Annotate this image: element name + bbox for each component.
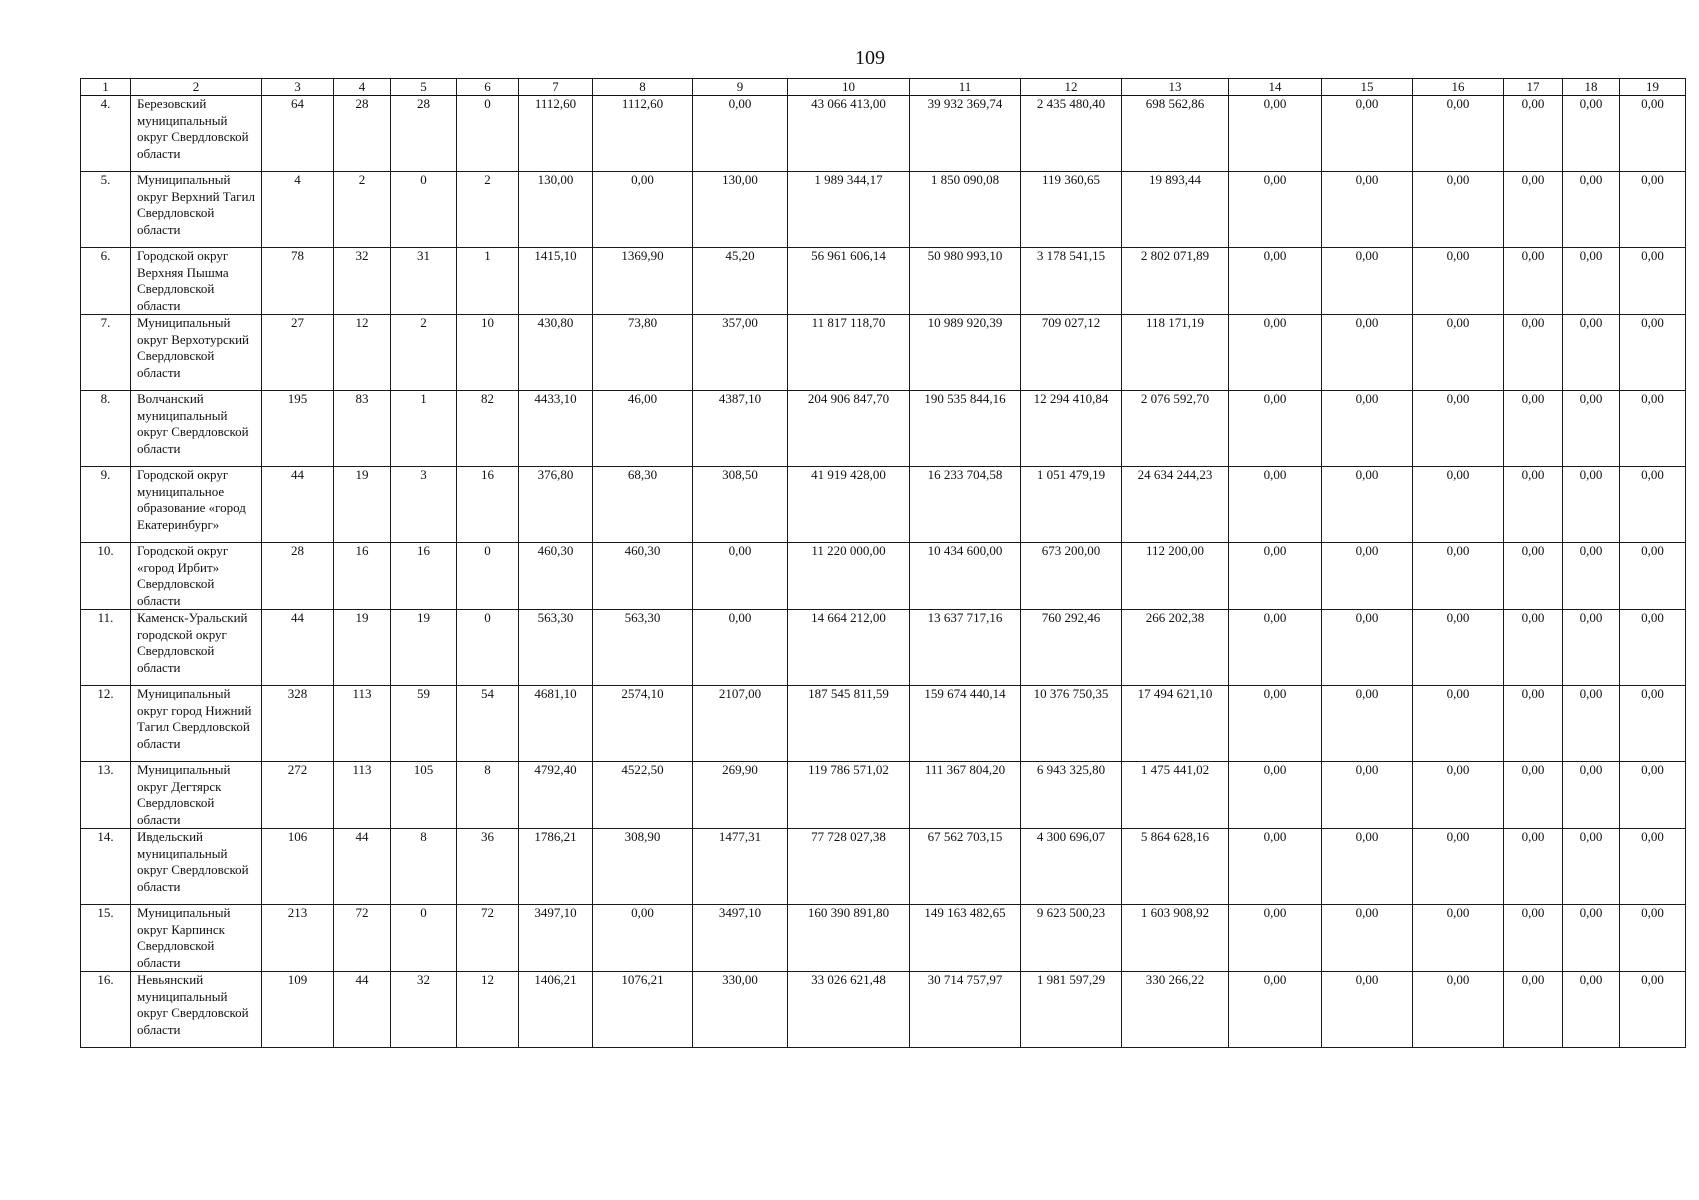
value-cell-col-3: 272 bbox=[262, 762, 334, 829]
value-cell-col-18: 0,00 bbox=[1563, 172, 1620, 248]
value-cell-col-11: 159 674 440,14 bbox=[910, 686, 1021, 762]
row-number-cell: 6. bbox=[81, 248, 131, 315]
value-cell-col-14: 0,00 bbox=[1229, 96, 1322, 172]
column-header-4: 4 bbox=[334, 79, 391, 96]
value-cell-col-8: 1112,60 bbox=[593, 96, 693, 172]
value-cell-col-11: 190 535 844,16 bbox=[910, 391, 1021, 467]
value-cell-col-8: 46,00 bbox=[593, 391, 693, 467]
value-cell-col-19: 0,00 bbox=[1620, 972, 1686, 1048]
column-header-8: 8 bbox=[593, 79, 693, 96]
column-header-12: 12 bbox=[1021, 79, 1122, 96]
value-cell-col-12: 673 200,00 bbox=[1021, 543, 1122, 610]
value-cell-col-13: 2 076 592,70 bbox=[1122, 391, 1229, 467]
value-cell-col-16: 0,00 bbox=[1413, 829, 1504, 905]
value-cell-col-7: 1786,21 bbox=[519, 829, 593, 905]
municipality-name-cell: Муниципальный округ Верхний Тагил Свердловской области bbox=[131, 172, 262, 248]
municipality-name-cell: Городской округ муниципальное образование «город Екатеринбург» bbox=[131, 467, 262, 543]
value-cell-col-7: 1406,21 bbox=[519, 972, 593, 1048]
value-cell-col-19: 0,00 bbox=[1620, 543, 1686, 610]
value-cell-col-4: 2 bbox=[334, 172, 391, 248]
value-cell-col-3: 28 bbox=[262, 543, 334, 610]
value-cell-col-12: 4 300 696,07 bbox=[1021, 829, 1122, 905]
value-cell-col-12: 9 623 500,23 bbox=[1021, 905, 1122, 972]
row-number-cell: 8. bbox=[81, 391, 131, 467]
municipality-name-cell: Муниципальный округ Карпинск Свердловской области bbox=[131, 905, 262, 972]
value-cell-col-10: 43 066 413,00 bbox=[788, 96, 910, 172]
value-cell-col-5: 0 bbox=[391, 905, 457, 972]
value-cell-col-19: 0,00 bbox=[1620, 905, 1686, 972]
value-cell-col-15: 0,00 bbox=[1322, 543, 1413, 610]
value-cell-col-4: 19 bbox=[334, 610, 391, 686]
column-header-19: 19 bbox=[1620, 79, 1686, 96]
municipality-name-cell: Муниципальный округ Дегтярск Свердловской области bbox=[131, 762, 262, 829]
value-cell-col-13: 17 494 621,10 bbox=[1122, 686, 1229, 762]
value-cell-col-15: 0,00 bbox=[1322, 610, 1413, 686]
value-cell-col-12: 709 027,12 bbox=[1021, 315, 1122, 391]
value-cell-col-10: 77 728 027,38 bbox=[788, 829, 910, 905]
value-cell-col-10: 41 919 428,00 bbox=[788, 467, 910, 543]
value-cell-col-18: 0,00 bbox=[1563, 905, 1620, 972]
value-cell-col-10: 11 817 118,70 bbox=[788, 315, 910, 391]
value-cell-col-12: 2 435 480,40 bbox=[1021, 96, 1122, 172]
value-cell-col-14: 0,00 bbox=[1229, 467, 1322, 543]
column-header-14: 14 bbox=[1229, 79, 1322, 96]
value-cell-col-10: 14 664 212,00 bbox=[788, 610, 910, 686]
value-cell-col-16: 0,00 bbox=[1413, 467, 1504, 543]
value-cell-col-14: 0,00 bbox=[1229, 248, 1322, 315]
value-cell-col-8: 73,80 bbox=[593, 315, 693, 391]
value-cell-col-13: 698 562,86 bbox=[1122, 96, 1229, 172]
value-cell-col-19: 0,00 bbox=[1620, 610, 1686, 686]
value-cell-col-8: 4522,50 bbox=[593, 762, 693, 829]
value-cell-col-10: 33 026 621,48 bbox=[788, 972, 910, 1048]
value-cell-col-11: 111 367 804,20 bbox=[910, 762, 1021, 829]
value-cell-col-15: 0,00 bbox=[1322, 972, 1413, 1048]
value-cell-col-9: 45,20 bbox=[693, 248, 788, 315]
value-cell-col-13: 1 475 441,02 bbox=[1122, 762, 1229, 829]
table-row bbox=[81, 972, 1686, 1048]
value-cell-col-5: 28 bbox=[391, 96, 457, 172]
column-header-18: 18 bbox=[1563, 79, 1620, 96]
value-cell-col-14: 0,00 bbox=[1229, 543, 1322, 610]
value-cell-col-12: 760 292,46 bbox=[1021, 610, 1122, 686]
value-cell-col-16: 0,00 bbox=[1413, 905, 1504, 972]
value-cell-col-12: 119 360,65 bbox=[1021, 172, 1122, 248]
value-cell-col-7: 3497,10 bbox=[519, 905, 593, 972]
value-cell-col-16: 0,00 bbox=[1413, 172, 1504, 248]
value-cell-col-5: 0 bbox=[391, 172, 457, 248]
value-cell-col-9: 1477,31 bbox=[693, 829, 788, 905]
table-row bbox=[81, 543, 1686, 610]
value-cell-col-13: 112 200,00 bbox=[1122, 543, 1229, 610]
value-cell-col-17: 0,00 bbox=[1504, 762, 1563, 829]
value-cell-col-5: 32 bbox=[391, 972, 457, 1048]
value-cell-col-18: 0,00 bbox=[1563, 467, 1620, 543]
value-cell-col-17: 0,00 bbox=[1504, 172, 1563, 248]
value-cell-col-9: 4387,10 bbox=[693, 391, 788, 467]
value-cell-col-3: 213 bbox=[262, 905, 334, 972]
value-cell-col-3: 106 bbox=[262, 829, 334, 905]
value-cell-col-5: 2 bbox=[391, 315, 457, 391]
value-cell-col-11: 13 637 717,16 bbox=[910, 610, 1021, 686]
value-cell-col-18: 0,00 bbox=[1563, 248, 1620, 315]
table-row bbox=[81, 686, 1686, 762]
column-header-11: 11 bbox=[910, 79, 1021, 96]
municipality-name-cell: Березовский муниципальный округ Свердловской области bbox=[131, 96, 262, 172]
value-cell-col-14: 0,00 bbox=[1229, 172, 1322, 248]
value-cell-col-8: 460,30 bbox=[593, 543, 693, 610]
value-cell-col-14: 0,00 bbox=[1229, 972, 1322, 1048]
value-cell-col-6: 0 bbox=[457, 610, 519, 686]
value-cell-col-19: 0,00 bbox=[1620, 96, 1686, 172]
value-cell-col-16: 0,00 bbox=[1413, 762, 1504, 829]
row-number-cell: 9. bbox=[81, 467, 131, 543]
value-cell-col-6: 0 bbox=[457, 543, 519, 610]
value-cell-col-9: 269,90 bbox=[693, 762, 788, 829]
value-cell-col-15: 0,00 bbox=[1322, 315, 1413, 391]
value-cell-col-15: 0,00 bbox=[1322, 829, 1413, 905]
value-cell-col-10: 119 786 571,02 bbox=[788, 762, 910, 829]
value-cell-col-5: 19 bbox=[391, 610, 457, 686]
value-cell-col-7: 430,80 bbox=[519, 315, 593, 391]
value-cell-col-18: 0,00 bbox=[1563, 96, 1620, 172]
value-cell-col-15: 0,00 bbox=[1322, 248, 1413, 315]
column-header-5: 5 bbox=[391, 79, 457, 96]
row-number-cell: 4. bbox=[81, 96, 131, 172]
value-cell-col-4: 44 bbox=[334, 972, 391, 1048]
value-cell-col-10: 204 906 847,70 bbox=[788, 391, 910, 467]
municipality-name-cell: Невьянский муниципальный округ Свердловской области bbox=[131, 972, 262, 1048]
value-cell-col-7: 4433,10 bbox=[519, 391, 593, 467]
value-cell-col-18: 0,00 bbox=[1563, 610, 1620, 686]
value-cell-col-9: 130,00 bbox=[693, 172, 788, 248]
value-cell-col-19: 0,00 bbox=[1620, 829, 1686, 905]
value-cell-col-10: 1 989 344,17 bbox=[788, 172, 910, 248]
value-cell-col-5: 59 bbox=[391, 686, 457, 762]
column-header-13: 13 bbox=[1122, 79, 1229, 96]
value-cell-col-13: 5 864 628,16 bbox=[1122, 829, 1229, 905]
value-cell-col-8: 2574,10 bbox=[593, 686, 693, 762]
value-cell-col-13: 24 634 244,23 bbox=[1122, 467, 1229, 543]
row-number-cell: 12. bbox=[81, 686, 131, 762]
value-cell-col-3: 328 bbox=[262, 686, 334, 762]
value-cell-col-14: 0,00 bbox=[1229, 610, 1322, 686]
value-cell-col-7: 1112,60 bbox=[519, 96, 593, 172]
value-cell-col-4: 72 bbox=[334, 905, 391, 972]
value-cell-col-12: 3 178 541,15 bbox=[1021, 248, 1122, 315]
value-cell-col-9: 330,00 bbox=[693, 972, 788, 1048]
value-cell-col-15: 0,00 bbox=[1322, 172, 1413, 248]
value-cell-col-13: 19 893,44 bbox=[1122, 172, 1229, 248]
table-row bbox=[81, 315, 1686, 391]
value-cell-col-11: 67 562 703,15 bbox=[910, 829, 1021, 905]
row-number-cell: 10. bbox=[81, 543, 131, 610]
value-cell-col-8: 68,30 bbox=[593, 467, 693, 543]
value-cell-col-4: 113 bbox=[334, 686, 391, 762]
value-cell-col-3: 44 bbox=[262, 467, 334, 543]
value-cell-col-7: 1415,10 bbox=[519, 248, 593, 315]
value-cell-col-18: 0,00 bbox=[1563, 686, 1620, 762]
value-cell-col-3: 78 bbox=[262, 248, 334, 315]
column-header-7: 7 bbox=[519, 79, 593, 96]
value-cell-col-3: 64 bbox=[262, 96, 334, 172]
value-cell-col-13: 2 802 071,89 bbox=[1122, 248, 1229, 315]
table-row bbox=[81, 762, 1686, 829]
value-cell-col-4: 32 bbox=[334, 248, 391, 315]
value-cell-col-16: 0,00 bbox=[1413, 96, 1504, 172]
value-cell-col-16: 0,00 bbox=[1413, 972, 1504, 1048]
value-cell-col-8: 0,00 bbox=[593, 905, 693, 972]
value-cell-col-12: 6 943 325,80 bbox=[1021, 762, 1122, 829]
column-header-10: 10 bbox=[788, 79, 910, 96]
value-cell-col-7: 460,30 bbox=[519, 543, 593, 610]
value-cell-col-3: 109 bbox=[262, 972, 334, 1048]
value-cell-col-6: 1 bbox=[457, 248, 519, 315]
row-number-cell: 15. bbox=[81, 905, 131, 972]
value-cell-col-17: 0,00 bbox=[1504, 315, 1563, 391]
value-cell-col-5: 16 bbox=[391, 543, 457, 610]
value-cell-col-14: 0,00 bbox=[1229, 829, 1322, 905]
value-cell-col-19: 0,00 bbox=[1620, 315, 1686, 391]
value-cell-col-6: 54 bbox=[457, 686, 519, 762]
value-cell-col-15: 0,00 bbox=[1322, 391, 1413, 467]
table-body bbox=[81, 96, 1686, 1048]
column-number-header-row bbox=[81, 79, 1686, 96]
row-number-cell: 11. bbox=[81, 610, 131, 686]
value-cell-col-16: 0,00 bbox=[1413, 391, 1504, 467]
value-cell-col-3: 44 bbox=[262, 610, 334, 686]
value-cell-col-17: 0,00 bbox=[1504, 972, 1563, 1048]
value-cell-col-14: 0,00 bbox=[1229, 762, 1322, 829]
municipality-name-cell: Городской округ Верхняя Пышма Свердловской области bbox=[131, 248, 262, 315]
value-cell-col-8: 0,00 bbox=[593, 172, 693, 248]
value-cell-col-17: 0,00 bbox=[1504, 96, 1563, 172]
value-cell-col-14: 0,00 bbox=[1229, 391, 1322, 467]
value-cell-col-7: 4681,10 bbox=[519, 686, 593, 762]
value-cell-col-6: 2 bbox=[457, 172, 519, 248]
value-cell-col-6: 82 bbox=[457, 391, 519, 467]
value-cell-col-12: 1 051 479,19 bbox=[1021, 467, 1122, 543]
column-header-3: 3 bbox=[262, 79, 334, 96]
value-cell-col-5: 31 bbox=[391, 248, 457, 315]
value-cell-col-6: 8 bbox=[457, 762, 519, 829]
value-cell-col-9: 357,00 bbox=[693, 315, 788, 391]
value-cell-col-4: 44 bbox=[334, 829, 391, 905]
table-row bbox=[81, 829, 1686, 905]
municipality-name-cell: Муниципальный округ Верхотурский Свердловской области bbox=[131, 315, 262, 391]
column-header-6: 6 bbox=[457, 79, 519, 96]
value-cell-col-18: 0,00 bbox=[1563, 543, 1620, 610]
value-cell-col-9: 2107,00 bbox=[693, 686, 788, 762]
value-cell-col-15: 0,00 bbox=[1322, 96, 1413, 172]
row-number-cell: 13. bbox=[81, 762, 131, 829]
value-cell-col-3: 27 bbox=[262, 315, 334, 391]
value-cell-col-4: 83 bbox=[334, 391, 391, 467]
value-cell-col-14: 0,00 bbox=[1229, 315, 1322, 391]
value-cell-col-8: 1369,90 bbox=[593, 248, 693, 315]
value-cell-col-6: 72 bbox=[457, 905, 519, 972]
value-cell-col-4: 19 bbox=[334, 467, 391, 543]
row-number-cell: 14. bbox=[81, 829, 131, 905]
value-cell-col-19: 0,00 bbox=[1620, 172, 1686, 248]
value-cell-col-9: 0,00 bbox=[693, 543, 788, 610]
value-cell-col-8: 1076,21 bbox=[593, 972, 693, 1048]
value-cell-col-9: 3497,10 bbox=[693, 905, 788, 972]
value-cell-col-13: 330 266,22 bbox=[1122, 972, 1229, 1048]
value-cell-col-17: 0,00 bbox=[1504, 248, 1563, 315]
value-cell-col-12: 10 376 750,35 bbox=[1021, 686, 1122, 762]
column-header-16: 16 bbox=[1413, 79, 1504, 96]
value-cell-col-15: 0,00 bbox=[1322, 905, 1413, 972]
value-cell-col-15: 0,00 bbox=[1322, 467, 1413, 543]
value-cell-col-9: 0,00 bbox=[693, 96, 788, 172]
value-cell-col-17: 0,00 bbox=[1504, 467, 1563, 543]
table-row bbox=[81, 96, 1686, 172]
value-cell-col-10: 11 220 000,00 bbox=[788, 543, 910, 610]
data-table bbox=[80, 78, 1686, 1048]
value-cell-col-8: 563,30 bbox=[593, 610, 693, 686]
value-cell-col-7: 563,30 bbox=[519, 610, 593, 686]
municipality-name-cell: Каменск-Уральский городской округ Свердловской области bbox=[131, 610, 262, 686]
table-row bbox=[81, 391, 1686, 467]
table-row bbox=[81, 905, 1686, 972]
value-cell-col-9: 0,00 bbox=[693, 610, 788, 686]
value-cell-col-6: 12 bbox=[457, 972, 519, 1048]
value-cell-col-17: 0,00 bbox=[1504, 610, 1563, 686]
value-cell-col-11: 149 163 482,65 bbox=[910, 905, 1021, 972]
table-row bbox=[81, 610, 1686, 686]
value-cell-col-11: 10 989 920,39 bbox=[910, 315, 1021, 391]
value-cell-col-7: 130,00 bbox=[519, 172, 593, 248]
value-cell-col-11: 39 932 369,74 bbox=[910, 96, 1021, 172]
value-cell-col-5: 8 bbox=[391, 829, 457, 905]
value-cell-col-10: 160 390 891,80 bbox=[788, 905, 910, 972]
value-cell-col-3: 195 bbox=[262, 391, 334, 467]
value-cell-col-14: 0,00 bbox=[1229, 686, 1322, 762]
value-cell-col-11: 1 850 090,08 bbox=[910, 172, 1021, 248]
value-cell-col-7: 376,80 bbox=[519, 467, 593, 543]
value-cell-col-11: 16 233 704,58 bbox=[910, 467, 1021, 543]
value-cell-col-10: 56 961 606,14 bbox=[788, 248, 910, 315]
municipality-name-cell: Городской округ «город Ирбит» Свердловской области bbox=[131, 543, 262, 610]
value-cell-col-5: 3 bbox=[391, 467, 457, 543]
value-cell-col-18: 0,00 bbox=[1563, 762, 1620, 829]
municipality-name-cell: Ивдельский муниципальный округ Свердловской области bbox=[131, 829, 262, 905]
value-cell-col-17: 0,00 bbox=[1504, 686, 1563, 762]
value-cell-col-13: 118 171,19 bbox=[1122, 315, 1229, 391]
value-cell-col-16: 0,00 bbox=[1413, 543, 1504, 610]
value-cell-col-19: 0,00 bbox=[1620, 248, 1686, 315]
value-cell-col-19: 0,00 bbox=[1620, 762, 1686, 829]
value-cell-col-16: 0,00 bbox=[1413, 315, 1504, 391]
value-cell-col-11: 30 714 757,97 bbox=[910, 972, 1021, 1048]
column-header-17: 17 bbox=[1504, 79, 1563, 96]
value-cell-col-8: 308,90 bbox=[593, 829, 693, 905]
row-number-cell: 16. bbox=[81, 972, 131, 1048]
value-cell-col-12: 12 294 410,84 bbox=[1021, 391, 1122, 467]
value-cell-col-7: 4792,40 bbox=[519, 762, 593, 829]
table-row bbox=[81, 248, 1686, 315]
value-cell-col-11: 10 434 600,00 bbox=[910, 543, 1021, 610]
value-cell-col-19: 0,00 bbox=[1620, 467, 1686, 543]
municipality-name-cell: Муниципальный округ город Нижний Тагил Свердловской области bbox=[131, 686, 262, 762]
value-cell-col-9: 308,50 bbox=[693, 467, 788, 543]
value-cell-col-4: 12 bbox=[334, 315, 391, 391]
municipality-name-cell: Волчанский муниципальный округ Свердловской области bbox=[131, 391, 262, 467]
value-cell-col-19: 0,00 bbox=[1620, 391, 1686, 467]
value-cell-col-16: 0,00 bbox=[1413, 610, 1504, 686]
value-cell-col-4: 28 bbox=[334, 96, 391, 172]
value-cell-col-13: 1 603 908,92 bbox=[1122, 905, 1229, 972]
value-cell-col-19: 0,00 bbox=[1620, 686, 1686, 762]
value-cell-col-6: 0 bbox=[457, 96, 519, 172]
value-cell-col-17: 0,00 bbox=[1504, 905, 1563, 972]
value-cell-col-5: 1 bbox=[391, 391, 457, 467]
page-number: 109 bbox=[855, 47, 885, 69]
value-cell-col-17: 0,00 bbox=[1504, 391, 1563, 467]
row-number-cell: 5. bbox=[81, 172, 131, 248]
value-cell-col-5: 105 bbox=[391, 762, 457, 829]
value-cell-col-15: 0,00 bbox=[1322, 686, 1413, 762]
column-header-2: 2 bbox=[131, 79, 262, 96]
value-cell-col-16: 0,00 bbox=[1413, 686, 1504, 762]
value-cell-col-6: 16 bbox=[457, 467, 519, 543]
value-cell-col-10: 187 545 811,59 bbox=[788, 686, 910, 762]
table-row bbox=[81, 467, 1686, 543]
value-cell-col-6: 10 bbox=[457, 315, 519, 391]
column-header-15: 15 bbox=[1322, 79, 1413, 96]
value-cell-col-4: 113 bbox=[334, 762, 391, 829]
column-header-1: 1 bbox=[81, 79, 131, 96]
value-cell-col-18: 0,00 bbox=[1563, 391, 1620, 467]
value-cell-col-11: 50 980 993,10 bbox=[910, 248, 1021, 315]
value-cell-col-12: 1 981 597,29 bbox=[1021, 972, 1122, 1048]
column-header-9: 9 bbox=[693, 79, 788, 96]
table-row bbox=[81, 172, 1686, 248]
value-cell-col-18: 0,00 bbox=[1563, 315, 1620, 391]
value-cell-col-13: 266 202,38 bbox=[1122, 610, 1229, 686]
value-cell-col-6: 36 bbox=[457, 829, 519, 905]
value-cell-col-18: 0,00 bbox=[1563, 829, 1620, 905]
row-number-cell: 7. bbox=[81, 315, 131, 391]
value-cell-col-18: 0,00 bbox=[1563, 972, 1620, 1048]
value-cell-col-17: 0,00 bbox=[1504, 543, 1563, 610]
value-cell-col-17: 0,00 bbox=[1504, 829, 1563, 905]
value-cell-col-16: 0,00 bbox=[1413, 248, 1504, 315]
value-cell-col-4: 16 bbox=[334, 543, 391, 610]
value-cell-col-15: 0,00 bbox=[1322, 762, 1413, 829]
value-cell-col-14: 0,00 bbox=[1229, 905, 1322, 972]
value-cell-col-3: 4 bbox=[262, 172, 334, 248]
